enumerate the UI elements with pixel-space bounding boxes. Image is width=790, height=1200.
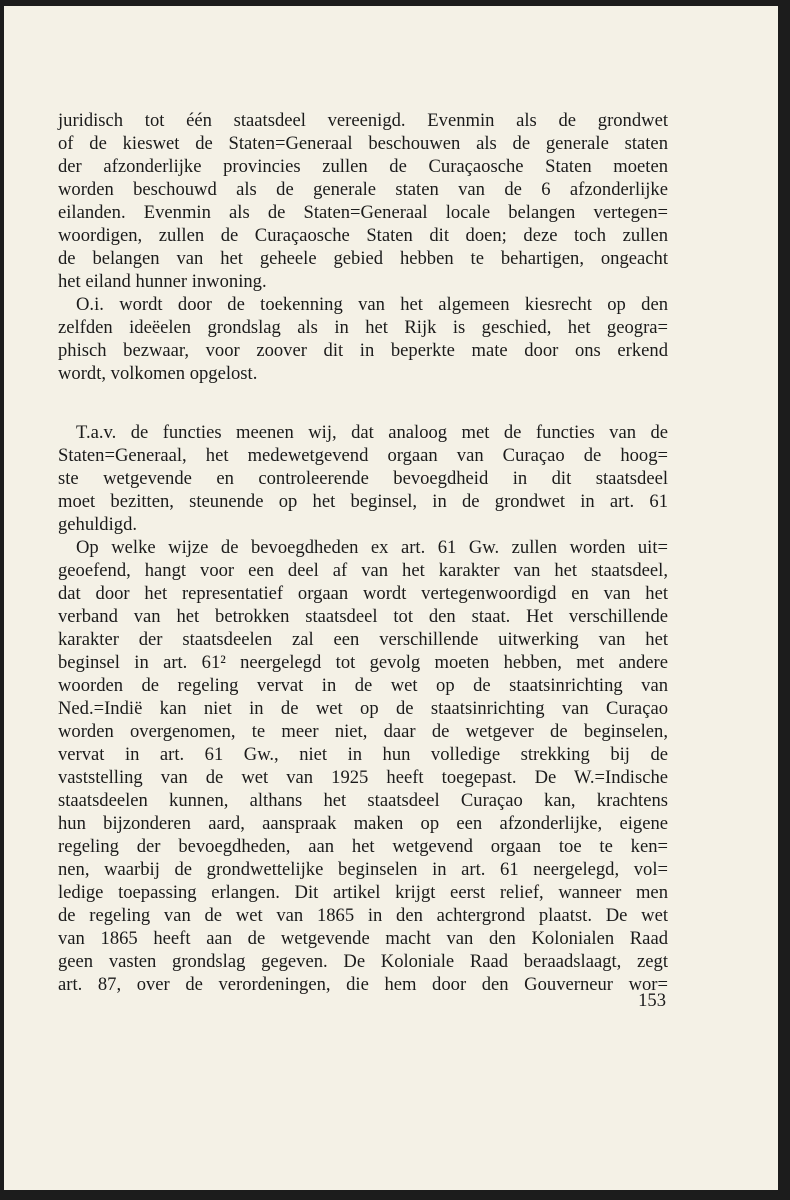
text-line: vaststelling van de wet van 1925 heeft toegepast. De W.=Indische <box>58 767 668 788</box>
text-line: ste wetgevende en controleerende bevoegdheid in dit staatsdeel <box>58 468 668 489</box>
text-line: T.a.v. de functies meenen wij, dat analoog met de functies van de <box>76 422 668 443</box>
text-line: staatsdeelen kunnen, althans het staatsdeel Curaçao kan, krachtens <box>58 790 668 811</box>
text-line: Ned.=Indië kan niet in de wet op de staatsinrichting van Curaçao <box>58 698 668 719</box>
text-line: juridisch tot één staatsdeel vereenigd. Evenmin als de grondwet <box>58 110 668 131</box>
text-line: karakter der staatsdeelen zal een verschillende uitwerking van het <box>58 629 668 650</box>
text-line: dat door het representatief orgaan wordt vertegenwoordigd en van het <box>58 583 668 604</box>
text-line: der afzonderlijke provincies zullen de Curaçaosche Staten moeten <box>58 156 668 177</box>
text-line: Op welke wijze de bevoegdheden ex art. 61 Gw. zullen worden uit= <box>76 537 668 558</box>
text-line: hun bijzonderen aard, aanspraak maken op een afzonderlijke, eigene <box>58 813 668 834</box>
text-line: worden overgenomen, te meer niet, daar de wetgever de beginselen, <box>58 721 668 742</box>
text-line: worden beschouwd als de generale staten van de 6 afzonderlijke <box>58 179 668 200</box>
text-line: geoefend, hangt voor een deel af van het karakter van het staatsdeel, <box>58 560 668 581</box>
text-block-lower <box>58 421 668 996</box>
text-line: woorden de regeling vervat in de wet op de staatsinrichting van <box>58 675 668 696</box>
text-line: moet bezitten, steunende op het beginsel, in de grondwet in art. 61 <box>58 491 668 512</box>
text-line: art. 87, over de verordeningen, die hem door den Gouverneur wor= <box>58 974 668 995</box>
text-line: ledige toepassing erlangen. Dit artikel krijgt eerst relief, wanneer men <box>58 882 668 903</box>
text-line: wordt, volkomen opgelost. <box>58 363 258 384</box>
text-line: phisch bezwaar, voor zoover dit in beperkte mate door ons erkend <box>58 340 668 361</box>
text-line: Staten=Generaal, het medewetgevend orgaan van Curaçao de hoog= <box>58 445 668 466</box>
text-line: vervat in art. 61 Gw., niet in hun volledige strekking bij de <box>58 744 668 765</box>
text-line: van 1865 heeft aan de wetgevende macht van den Kolonialen Raad <box>58 928 668 949</box>
text-line: de regeling van de wet van 1865 in den achtergrond plaatst. De wet <box>58 905 668 926</box>
text-line: nen, waarbij de grondwettelijke beginselen in art. 61 neergelegd, vol= <box>58 859 668 880</box>
paragraph <box>58 293 668 385</box>
text-line: regeling der bevoegdheden, aan het wetgevend orgaan toe te ken= <box>58 836 668 857</box>
text-line: geen vasten grondslag gegeven. De Koloniale Raad beraadslaagt, zegt <box>58 951 668 972</box>
text-line: beginsel in art. 61² neergelegd tot gevolg moeten hebben, met andere <box>58 652 668 673</box>
paragraph <box>58 421 668 536</box>
page-number: 153 <box>638 990 666 1011</box>
text-line: eilanden. Evenmin als de Staten=Generaal locale belangen vertegen= <box>58 202 668 223</box>
text-line: gehuldigd. <box>58 514 138 535</box>
text-block-upper <box>58 109 668 385</box>
text-line: het eiland hunner inwoning. <box>58 271 267 292</box>
text-line: O.i. wordt door de toekenning van het algemeen kiesrecht op den <box>76 294 668 315</box>
paragraph <box>58 536 668 996</box>
text-line: de belangen van het geheele gebied hebben te behartigen, ongeacht <box>58 248 668 269</box>
text-line: woordigen, zullen de Curaçaosche Staten dit doen; deze toch zullen <box>58 225 668 246</box>
text-line: of de kieswet de Staten=Generaal beschouwen als de generale staten <box>58 133 668 154</box>
text-line: verband van het betrokken staatsdeel tot den staat. Het verschillende <box>58 606 668 627</box>
paragraph <box>58 109 668 293</box>
text-line: zelfden ideëelen grondslag als in het Rijk is geschied, het geogra= <box>58 317 668 338</box>
